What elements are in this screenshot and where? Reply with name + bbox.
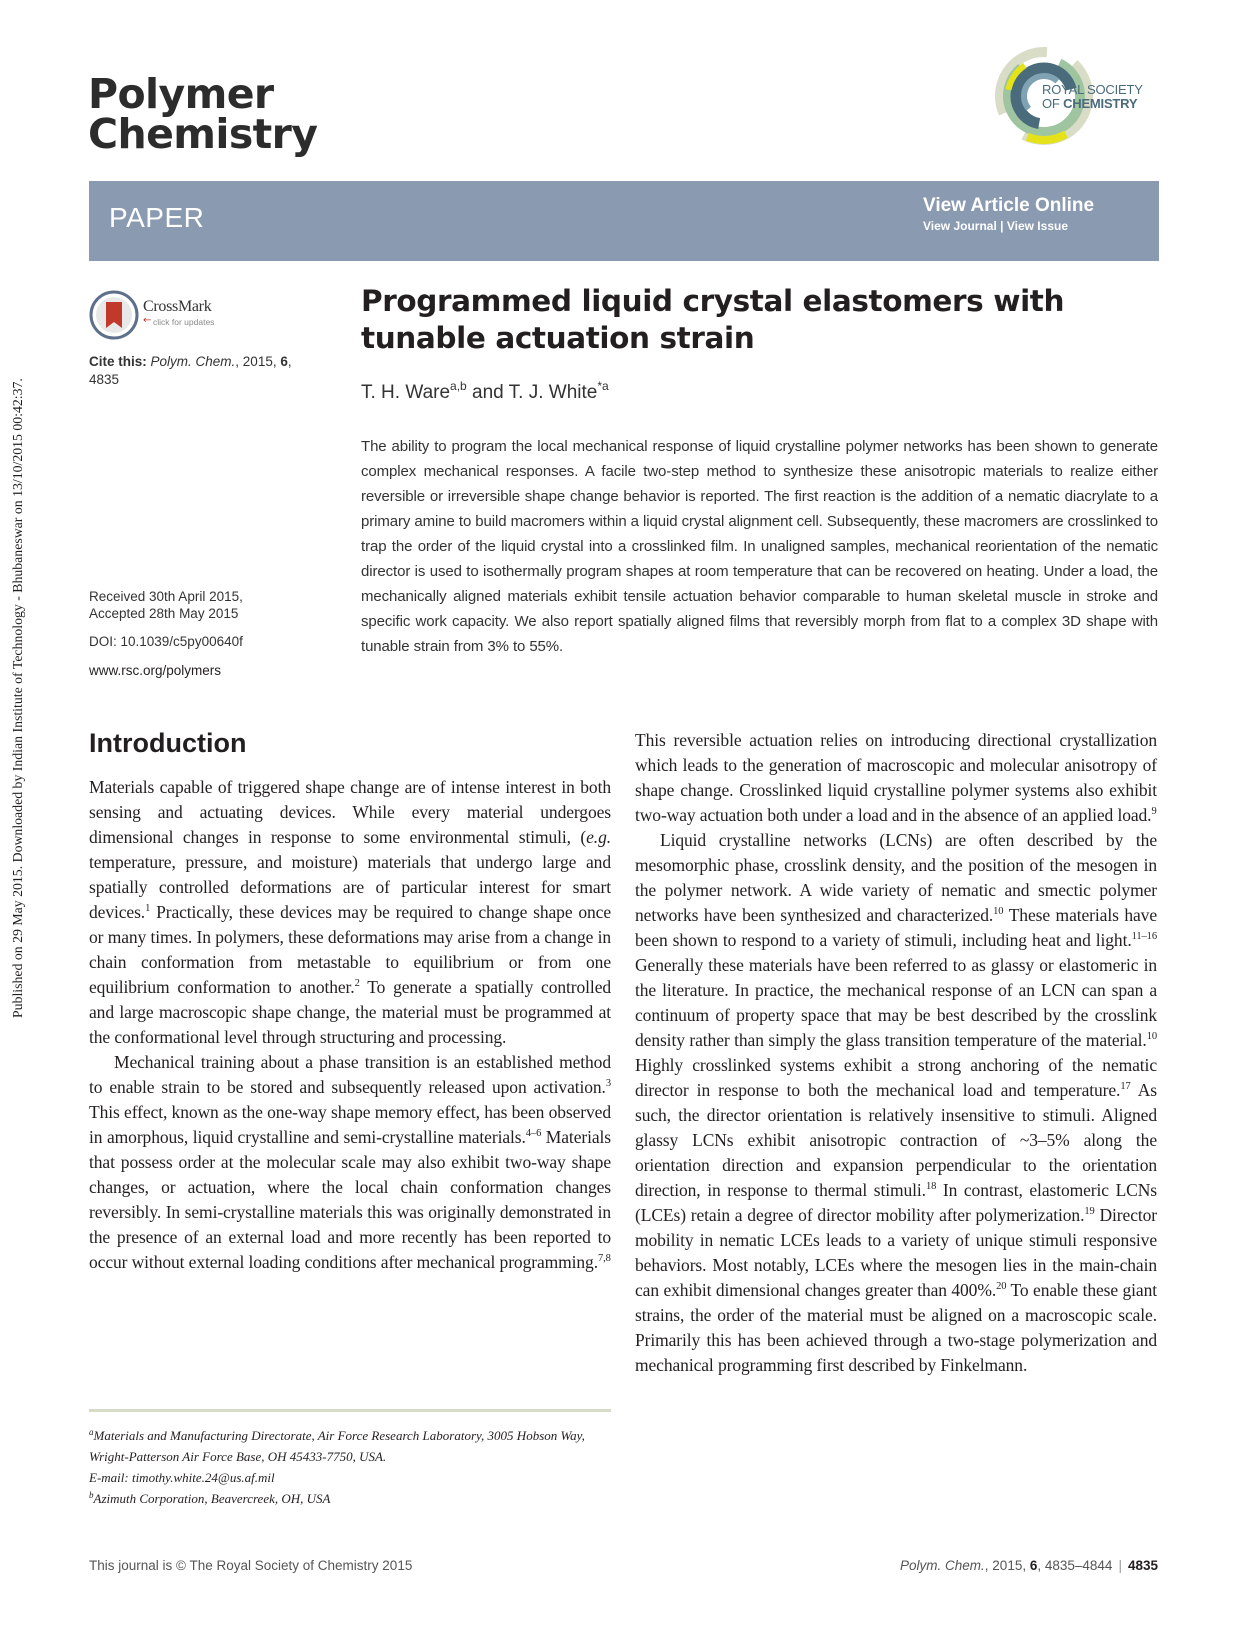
banner-links (923, 193, 1133, 233)
link-separator: | (996, 219, 1007, 233)
intro-paragraph-4: Liquid crystalline networks (LCNs) are often described by the mesomorphic phase, crosslink density, and the position of the mesogen in the polymer network. A wide variety of nematic and smectic polymer networks have been synthesized and characterized.$^{10}$ These materials have been shown to respond to a variety of stimuli, including heat and light.$^{11-16}$ Generally these materials have been referred to as glassy or elastomeric in the literature. In practice, the mechanical response of an LCN can span a continuum of property space that may be best described by the crosslink density rather than simply the glass transition temperature of the material.$^{10}$ Highly crosslinked systems exhibit a strong anchoring of the nematic director in response to both the mechanical load and temperature.$^{17}$ As such, the director orientation is relatively insensitive to stimuli. Aligned glassy LCNs exhibit anisotropic contraction of ~3–5% along the orientation direction and expansion perpendicular to the orientation direction, in response to thermal stimuli.$^{18}$ In contrast, elastomeric LCNs (LCEs) retain a degree of director mobility after polymerization.$^{19}$ Director mobility in nematic LCEs leads to a variety of unique stimuli responsive behaviors. Most notably, LCEs where the mesogen lies in the main-chain can exhibit dimensional changes greater than 400%.$^{20}$ To enable these giant strains, the order of the material must be aligned on a macroscopic scale. Primarily this has been achieved through a two-stage polymerization and mechanical programming first described by Finkelmann. (635, 830, 1158, 1375)
rsc-logo[interactable] (992, 40, 1172, 152)
journal-title-line2: Chemistry (88, 110, 318, 158)
intro-paragraph-1: Materials capable of triggered shape change are of intense interest in both sensing and actuating devices. While every material undergoes dimensional changes in response to some environmental stimuli, (e.g. temperature, pressure, and moisture) materials that undergo large and spatially controlled deformations are of particular interest for smart devices.$^1$ Practically, these devices may be required to change shape once or many times. In polymers, these deformations may arise from a change in chain conformation from metastable to equilibrium or from one equilibrium conformation to another.$^2$ To generate a spatially controlled and large macroscopic shape change, the material must be programmed at the conformational level through structuring and processing. (89, 777, 612, 1047)
citation: Cite this: Polym. Chem., 2015, 6, 4835 (89, 354, 292, 387)
intro-paragraph-3: This reversible actuation relies on introducing directional crystallization which leads to the generation of macroscopic and molecular anisotropy of shape change. Crosslinked liquid crystalline polymer systems also exhibit two-way actuation both under a load and in the absence of an applied load.$^9$ (635, 730, 1157, 825)
footnotes (89, 1425, 611, 1509)
intro-paragraph-2: Mechanical training about a phase transition is an established method to enable strain to be stored and subsequently released upon activation.$^3$ This effect, known as the one-way shape memory effect, has been observed in amorphous, liquid crystalline and semi-crystalline materials.$^{4-6}$ Materials that possess order at the molecular scale may also exhibit two-way shape changes, or actuation, where the local chain conformation changes reversibly. In semi-crystalline materials this was originally demonstrated in the presence of an external load and more recently has been reported to occur without external loading conditions after mechanical programming.$^{7,8}$ (89, 1052, 611, 1272)
introduction-heading: Introduction (89, 728, 247, 758)
copyright-footer: This journal is © The Royal Society of Chemistry 2015 (89, 1558, 413, 1573)
author-ware: T. H. Ware (361, 382, 451, 403)
banner-sublinks (923, 219, 1133, 233)
page-footer: Polym. Chem., 2015, 6, 4835–4844 | 4835 (900, 1558, 1158, 1573)
crossmark-arrow-icon: ← (143, 315, 152, 326)
received-date: Received 30th April 2015, (89, 589, 243, 604)
article-title: Programmed liquid crystal elastomers with tunable actuation strain (361, 284, 1065, 355)
abstract: The ability to program the local mechanical response of liquid crystalline polymer networks has been shown to generate complex mechanical responses. A facile two-step method to synthesize these anisotropic materials to realize either reversible or irreversible shape change behavior is reported. The first reaction is the addition of a nematic diacrylate to a primary amine to build macromers within a liquid crystal alignment cell. Subsequently, these macromers are crosslinked to trap the order of the liquid crystal into a crosslinked film. In unaligned samples, mechanical reorientation of the nematic director is used to isothermally program shapes at room temperature that can be recovered on heating. Under a load, the mechanically aligned materials exhibit tensile actuation behavior comparable to human skeletal muscle in stroke and specific work capacity. We also report spatially aligned films that reversibly morph from flat to a complex 3D shape with tunable strain from 3% to 55%. (361, 438, 1158, 655)
crossmark-name: CrossMark (143, 298, 212, 315)
rsc-line2: OF CHEMISTRY (1042, 96, 1138, 111)
footnote-b: $^b$Azimuth Corporation, Beavercreek, OH, USA (89, 1490, 331, 1506)
article-type-banner (89, 181, 1159, 261)
author-white: T. J. White (508, 382, 598, 403)
view-article-online-link[interactable]: View Article Online (923, 195, 1095, 216)
footer-separator: | (1118, 1558, 1122, 1573)
rsc-wordmark (1042, 83, 1143, 111)
rsc-line1: ROYAL SOCIETY (1042, 82, 1143, 97)
journal-title-line1: Polymer (88, 70, 274, 118)
journal-url-link[interactable]: www.rsc.org/polymers (89, 663, 222, 678)
article-type-label: PAPER (109, 202, 205, 233)
body-column-right (635, 728, 1157, 1378)
crossmark-subtext: click for updates (153, 317, 215, 327)
crossmark-badge[interactable] (89, 290, 239, 338)
accepted-date: Accepted 28th May 2015 (89, 606, 239, 621)
footnote-divider (89, 1409, 611, 1412)
journal-title (88, 70, 418, 158)
view-journal-link[interactable]: View Journal (923, 219, 997, 233)
corresponding-email[interactable]: E-mail: timothy.white.24@us.af.mil (89, 1470, 275, 1485)
view-issue-link[interactable]: View Issue (1006, 219, 1068, 233)
body-column-left (89, 775, 611, 1275)
author-list: T. H. Ware$^{a,b}$ and T. J. White$^{*a}$ (361, 379, 609, 403)
doi: DOI: 10.1039/c5py00640f (89, 634, 243, 649)
page-number: 4835 (1127, 1558, 1158, 1573)
footnote-a: $^a$Materials and Manufacturing Directorate, Air Force Research Laboratory, 3005 Hobson Way, Wright-Patterson Air Force Base, OH 45433-7750, USA. (89, 1427, 585, 1464)
download-stamp: Published on 29 May 2015. Downloaded by Indian Institute of Technology - Bhubaneswar on 13/10/2015 00:42:37. (10, 378, 25, 1018)
publication-dates (89, 588, 243, 622)
crossmark-icon (89, 290, 139, 340)
